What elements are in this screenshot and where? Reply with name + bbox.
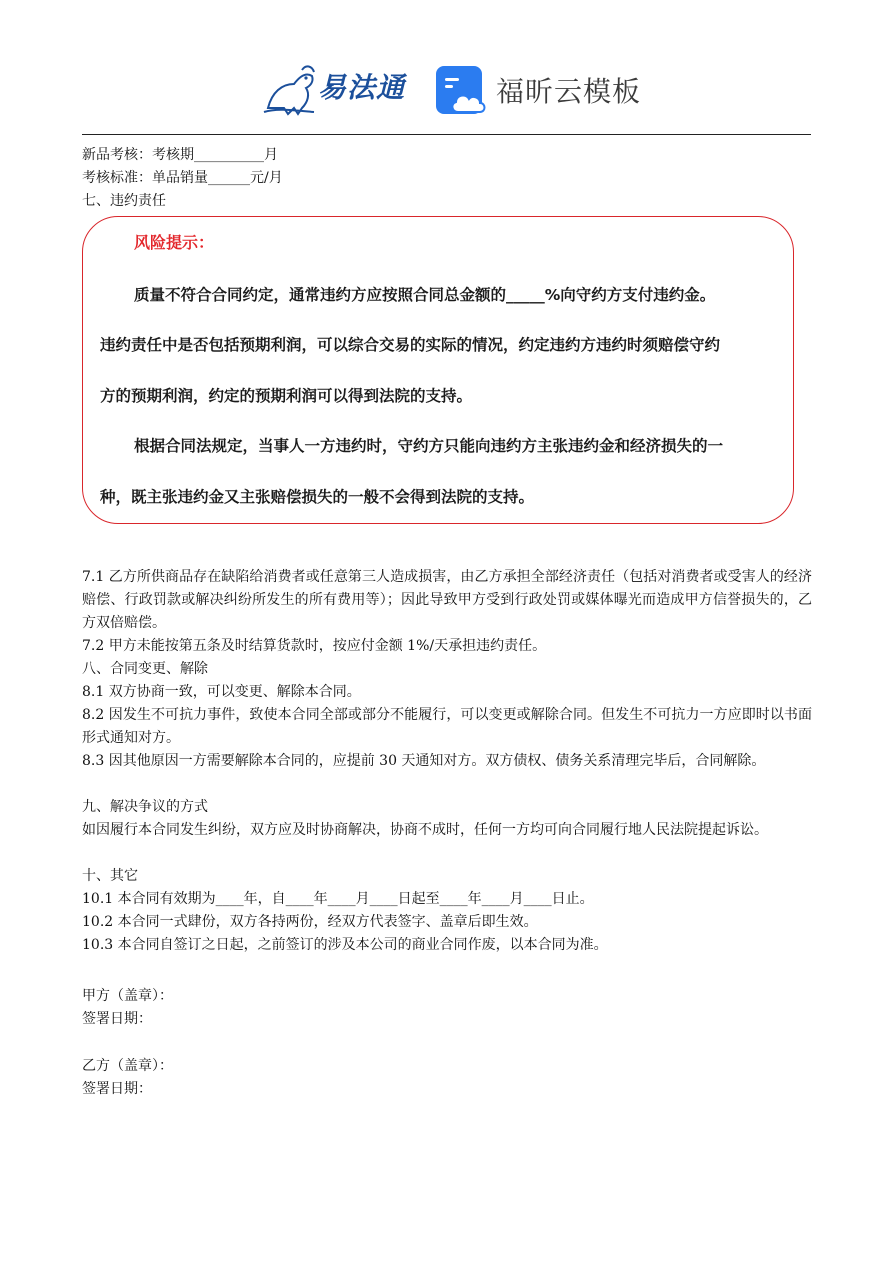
risk-paragraph-2-line-1: 违约责任中是否包括预期利润，可以综合交易的实际的情况，约定违约方违约时须赔偿守约 xyxy=(100,336,721,354)
party-a-seal: 甲方（盖章）： xyxy=(82,988,173,1004)
assessment-standard: 考核标准：单品销量______元/月 xyxy=(82,170,283,186)
risk-notice-title: 风险提示： xyxy=(134,233,215,252)
section-10-heading: 十、其它 xyxy=(82,868,138,884)
logo-fuxin-template-text: 福昕云模板 xyxy=(496,75,642,108)
risk-paragraph-2-line-2: 方的预期利润，约定的预期利润可以得到法院的支持。 xyxy=(100,387,473,405)
party-b-seal: 乙方（盖章）： xyxy=(82,1058,173,1074)
cloud-template-icon xyxy=(436,66,488,118)
new-product-assessment: 新品考核：考核期__________月 xyxy=(82,147,278,163)
section-8-heading: 八、合同变更、解除 xyxy=(82,661,208,677)
section-7-heading: 七、违约责任 xyxy=(82,193,166,209)
risk-paragraph-3-line-1: 根据合同法规定，当事人一方违约时，守约方只能向违约方主张违约金和经济损失的一 xyxy=(134,437,724,455)
header-divider xyxy=(82,134,811,135)
clause-8-3: 8.3 因其他原因一方需要解除本合同的，应提前 30 天通知对方。双方债权、债务关系清理完毕后，合同解除。 xyxy=(82,753,766,769)
party-b-sign-date: 签署日期： xyxy=(82,1081,152,1097)
logo-yifatong-text: 易法通 xyxy=(318,71,406,104)
risk-paragraph-3-line-2: 种，既主张违约金又主张赔偿损失的一般不会得到法院的支持。 xyxy=(100,488,535,506)
clause-7-2: 7.2 甲方未能按第五条及时结算货款时，按应付金额 1%/天承担违约责任。 xyxy=(82,638,547,654)
clause-10-1: 10.1 本合同有效期为____年，自____年____月____日起至____年____月____日止。 xyxy=(82,891,594,907)
risk-notice-box xyxy=(82,216,794,524)
party-a-sign-date: 签署日期： xyxy=(82,1011,152,1027)
risk-paragraph-1: 质量不符合合同约定，通常违约方应按照合同总金额的_____%向守约方支付违约金。 xyxy=(134,286,716,304)
clause-7-1: 7.1 乙方所供商品存在缺陷给消费者或任意第三人造成损害，由乙方承担全部经济责任（包括对消费者或受害人的经济赔偿、行政罚款或解决纠纷所发生的所有费用等）；因此导致甲方受到行政处罚或媒体曝光而造成甲方信誉损失的，乙方双倍赔偿。 xyxy=(82,569,812,631)
clause-9: 如因履行本合同发生纠纷，双方应及时协商解决，协商不成时，任何一方均可向合同履行地人民法院提起诉讼。 xyxy=(82,822,768,838)
clause-8-2: 8.2 因发生不可抗力事件，致使本合同全部或部分不能履行，可以变更或解除合同。但发生不可抗力一方应即时以书面形式通知对方。 xyxy=(82,707,812,746)
section-9-heading: 九、解决争议的方式 xyxy=(82,799,208,815)
clause-10-2: 10.2 本合同一式肆份，双方各持两份，经双方代表签字、盖章后即生效。 xyxy=(82,914,538,930)
clause-10-3: 10.3 本合同自签订之日起，之前签订的涉及本公司的商业合同作废，以本合同为准。 xyxy=(82,937,608,953)
clause-8-1: 8.1 双方协商一致，可以变更、解除本合同。 xyxy=(82,684,361,700)
page-header xyxy=(0,58,893,122)
